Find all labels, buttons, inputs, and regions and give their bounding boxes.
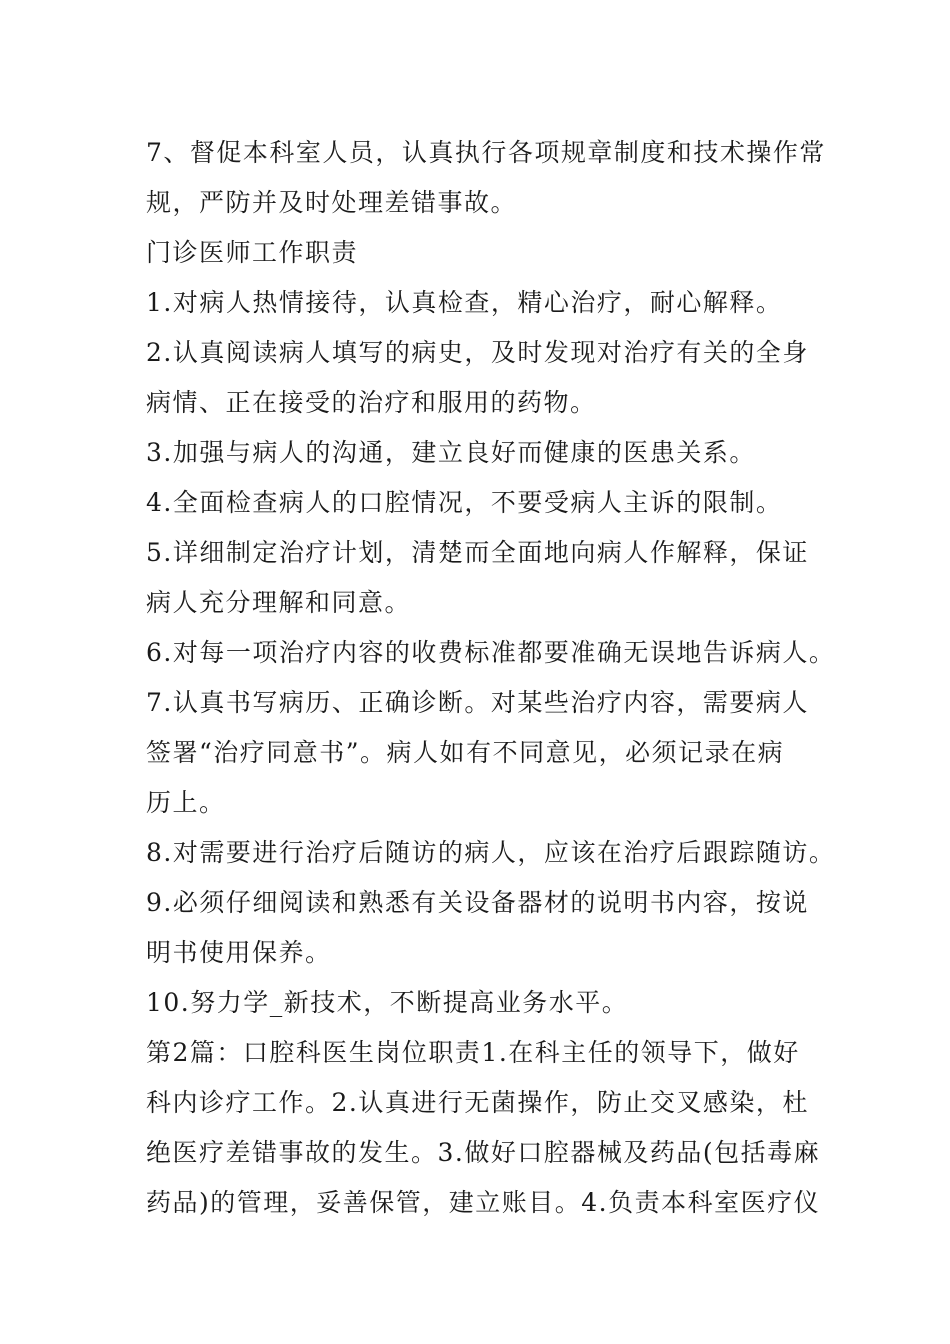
- text-line: 7.认真书写病历、正确诊断。对某些治疗内容，需要病人: [146, 688, 809, 717]
- text-line: 9.必须仔细阅读和熟悉有关设备器材的说明书内容，按说: [146, 888, 809, 917]
- text-line: 8.对需要进行治疗后随访的病人，应该在治疗后跟踪随访。: [146, 838, 836, 867]
- text-line: 第2篇：口腔科医生岗位职责1.在科主任的领导下，做好: [146, 1038, 800, 1067]
- text-line: 科内诊疗工作。2.认真进行无菌操作，防止交叉感染，杜: [146, 1088, 809, 1117]
- text-line: 绝医疗差错事故的发生。3.做好口腔器械及药品(包括毒麻: [146, 1138, 821, 1167]
- text-line: 历上。: [146, 788, 226, 817]
- document-body: [146, 128, 836, 1228]
- text-line: 病情、正在接受的治疗和服用的药物。: [146, 388, 597, 417]
- text-line: 病人充分理解和同意。: [146, 588, 412, 617]
- text-line: 3.加强与病人的沟通，建立良好而健康的医患关系。: [146, 438, 756, 467]
- text-line: 规，严防并及时处理差错事故。: [146, 188, 518, 217]
- text-line: 明书使用保养。: [146, 938, 332, 967]
- text-line: 1.对病人热情接待，认真检查，精心治疗，耐心解释。: [146, 288, 783, 317]
- text-line: 签署“治疗同意书”。病人如有不同意见，必须记录在病: [146, 738, 785, 767]
- text-line: 10.努力学_新技术，不断提高业务水平。: [146, 988, 629, 1017]
- text-line: 4.全面检查病人的口腔情况，不要受病人主诉的限制。: [146, 488, 783, 517]
- text-line: 7、督促本科室人员，认真执行各项规章制度和技术操作常: [146, 138, 826, 167]
- text-line: 药品)的管理，妥善保管，建立账目。4.负责本科室医疗仪: [146, 1188, 821, 1217]
- section-heading: 门诊医师工作职责: [146, 238, 359, 267]
- text-line: 2.认真阅读病人填写的病史，及时发现对治疗有关的全身: [146, 338, 809, 367]
- text-line: 6.对每一项治疗内容的收费标准都要准确无误地告诉病人。: [146, 638, 836, 667]
- text-line: 5.详细制定治疗计划，清楚而全面地向病人作解释，保证: [146, 538, 809, 567]
